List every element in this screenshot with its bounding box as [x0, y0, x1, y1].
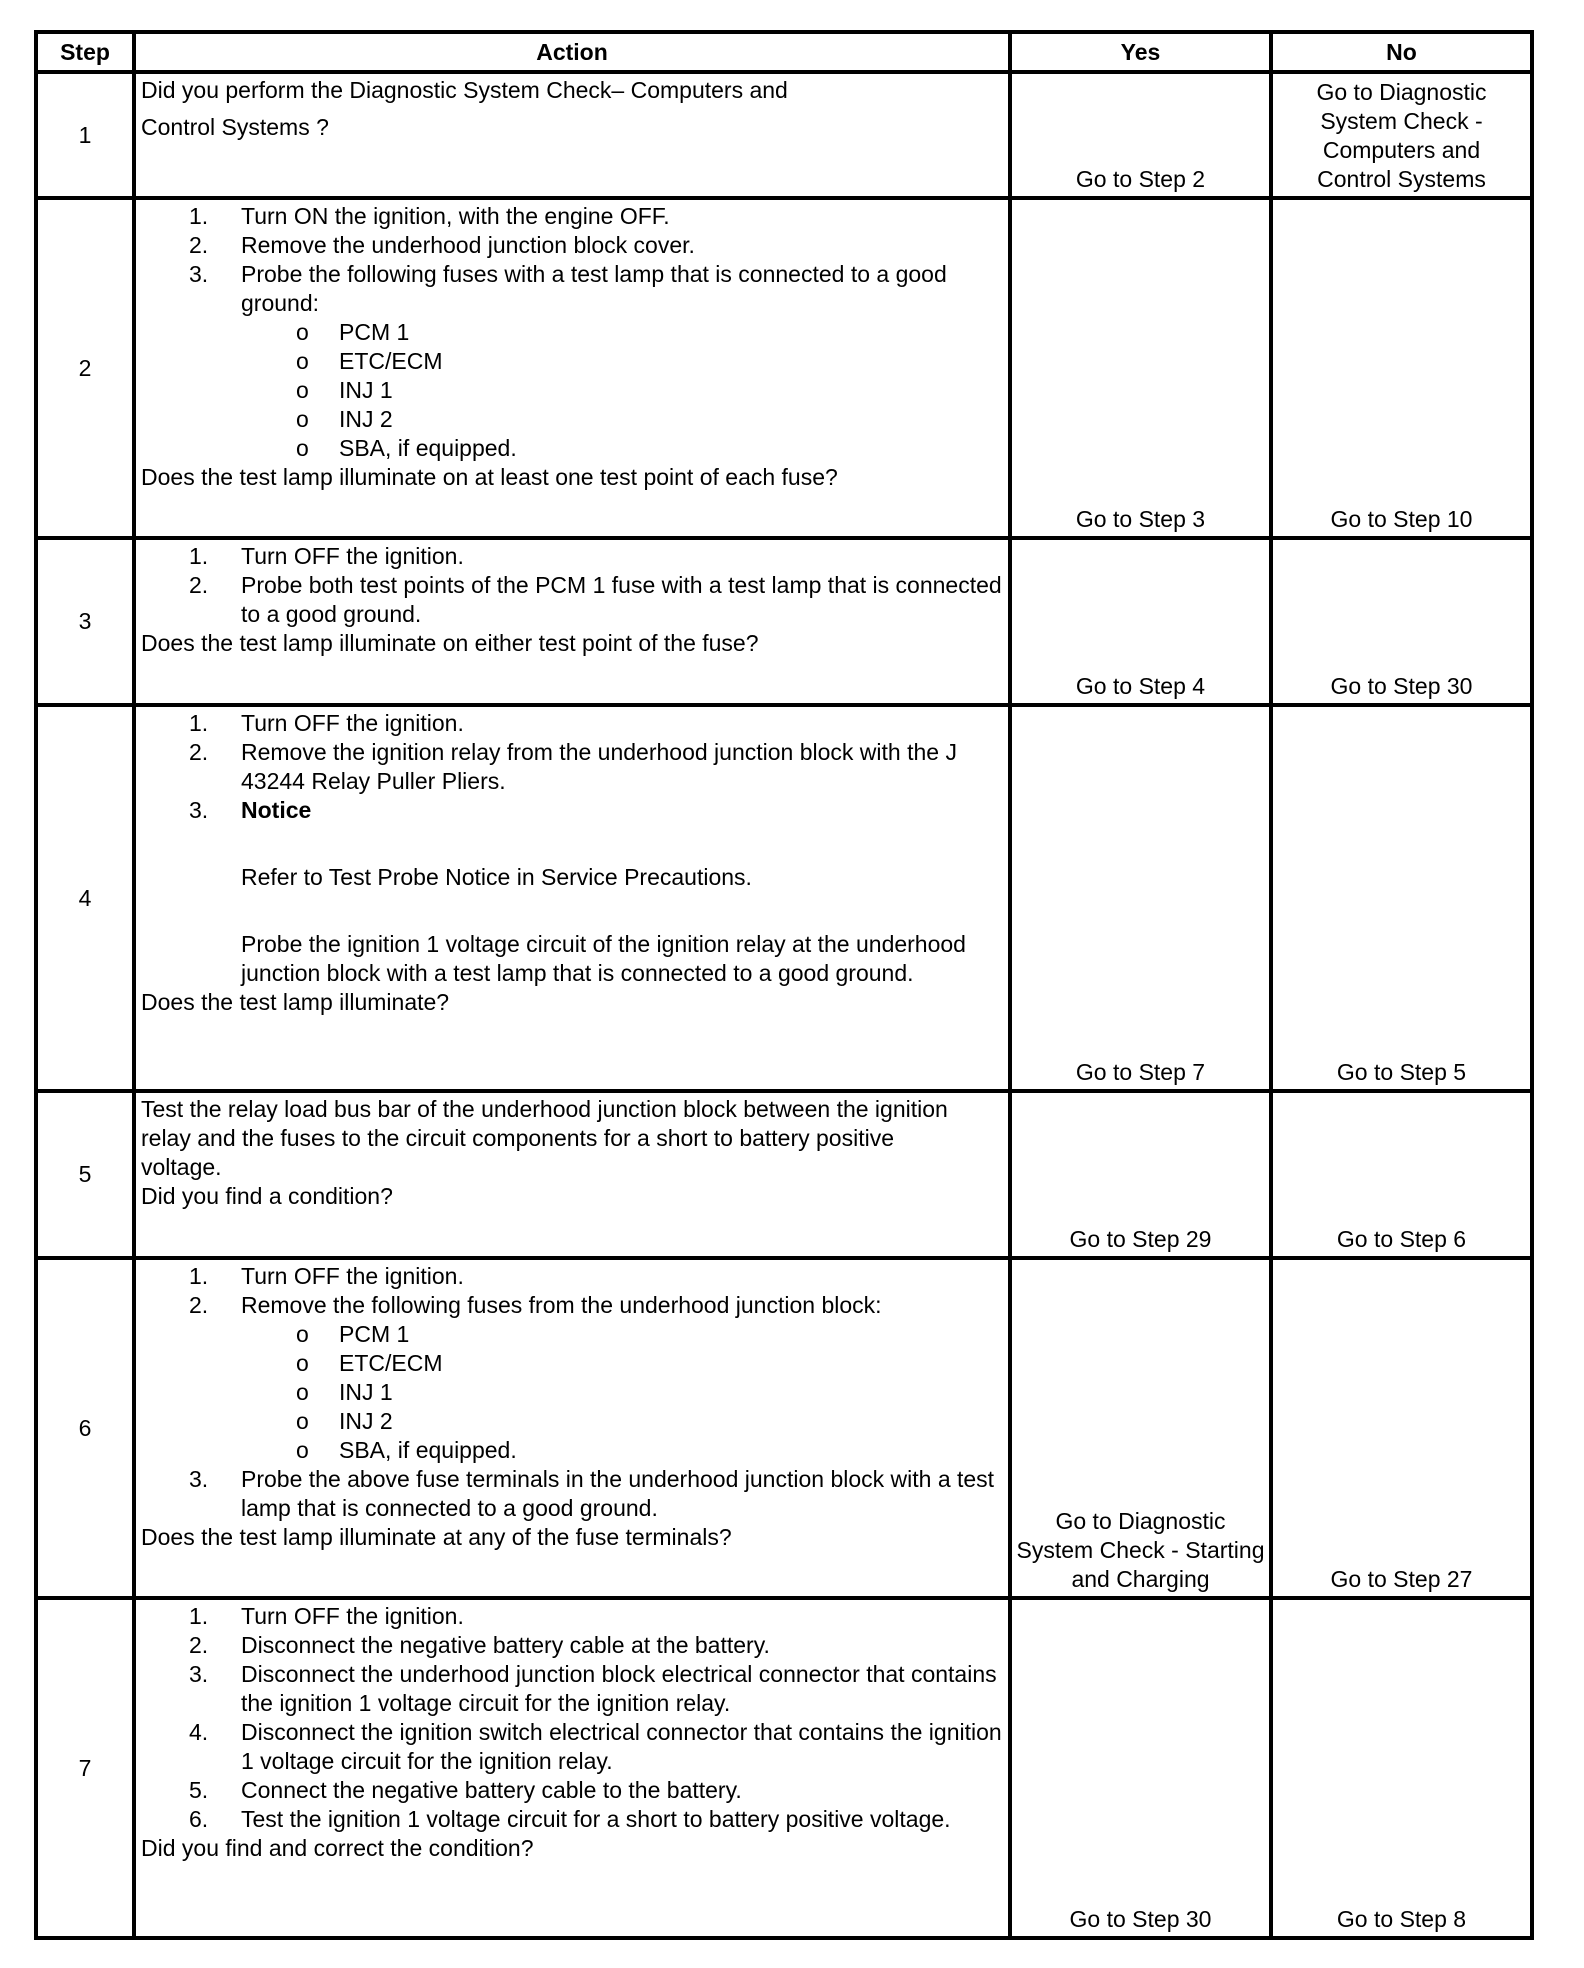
question-text: Does the test lamp illuminate at any of the fuse terminals? — [141, 1524, 732, 1550]
notice-label: Notice — [241, 797, 312, 823]
list-item: 1. Turn OFF the ignition. — [189, 1263, 464, 1289]
no-result: Go to Step 27 — [1271, 1258, 1532, 1598]
step-number: 2 — [36, 198, 134, 538]
list-item: 2. Remove the underhood junction block cover. — [189, 232, 695, 258]
header-yes: Yes — [1010, 32, 1271, 72]
action-steps — [141, 1262, 1002, 1523]
step-number: 6 — [36, 1258, 134, 1598]
fuse-list — [241, 318, 1002, 463]
fuse-item: o INJ 1 — [296, 377, 393, 403]
no-result: Go to Step 6 — [1271, 1091, 1532, 1258]
step-number: 5 — [36, 1091, 134, 1258]
question-text: Does the test lamp illuminate? — [141, 989, 450, 1015]
action-cell — [134, 1258, 1010, 1598]
list-item: 2. Remove the following fuses from the underhood junction block: o PCM 1 o ETC/ECM o INJ 1 o INJ 2 o SBA, if equipped. — [141, 1291, 1002, 1465]
list-item: 1. Turn OFF the ignition. — [189, 1603, 464, 1629]
no-result: Go to Step 5 — [1271, 705, 1532, 1091]
fuse-item: o ETC/ECM — [296, 348, 443, 374]
table-row — [36, 1598, 1532, 1938]
action-steps — [141, 542, 1002, 629]
list-item: 2. Remove the ignition relay from the underhood junction block with the J 43244 Relay Puller Pliers. — [189, 739, 957, 794]
yes-result: Go to Step 4 — [1010, 538, 1271, 705]
yes-result: Go to Step 7 — [1010, 705, 1271, 1091]
fuse-item: o INJ 2 — [296, 406, 393, 432]
list-item: 3. Disconnect the underhood junction block electrical connector that contains the ignition 1 voltage circuit for the ignition relay. — [189, 1661, 997, 1716]
step-number: 7 — [36, 1598, 134, 1938]
list-item: 3. Notice Refer to Test Probe Notice in Service Precautions. Probe the ignition 1 voltage circuit of the ignition relay at the underhood junction block with a test lamp that is connected to a good ground. — [141, 796, 1002, 988]
list-item: 4. Disconnect the ignition switch electrical connector that contains the ignition 1 voltage circuit for the ignition relay. — [189, 1719, 1002, 1774]
yes-result: Go to Diagnostic System Check - Starting and Charging — [1010, 1258, 1271, 1598]
action-steps — [141, 1602, 1002, 1834]
table-row — [36, 1258, 1532, 1598]
no-result: Go to Step 10 — [1271, 198, 1532, 538]
fuse-item: o INJ 1 — [296, 1379, 393, 1405]
probe-text: Probe the ignition 1 voltage circuit of the ignition relay at the underhood junction block with a test lamp that is connected to a good ground. — [241, 931, 966, 986]
table-row — [36, 72, 1532, 198]
action-cell — [134, 1091, 1010, 1258]
header-row — [36, 32, 1532, 72]
yes-result: Go to Step 2 — [1010, 72, 1271, 198]
table-row — [36, 198, 1532, 538]
table-row — [36, 538, 1532, 705]
action-line: Did you perform the Diagnostic System Check– Computers and — [141, 77, 788, 103]
yes-result: Go to Step 3 — [1010, 198, 1271, 538]
list-item: 2. Disconnect the negative battery cable at the battery. — [189, 1632, 770, 1658]
table-row — [36, 1091, 1532, 1258]
list-item: 2. Probe both test points of the PCM 1 fuse with a test lamp that is connected to a good ground. — [189, 572, 1002, 627]
step-number: 4 — [36, 705, 134, 1091]
action-steps — [141, 709, 1002, 988]
list-item: 1. Turn ON the ignition, with the engine OFF. — [189, 203, 670, 229]
fuse-item: o ETC/ECM — [296, 1350, 443, 1376]
question-text: Did you find and correct the condition? — [141, 1835, 534, 1861]
list-item: 1. Turn OFF the ignition. — [189, 710, 464, 736]
list-item: 6. Test the ignition 1 voltage circuit for a short to battery positive voltage. — [189, 1806, 951, 1832]
yes-result: Go to Step 30 — [1010, 1598, 1271, 1938]
fuse-item: o INJ 2 — [296, 1408, 393, 1434]
notice-text: Refer to Test Probe Notice in Service Precautions. — [241, 864, 752, 890]
header-no: No — [1271, 32, 1532, 72]
question-text: Did you find a condition? — [141, 1183, 393, 1209]
step-number: 1 — [36, 72, 134, 198]
action-cell — [134, 72, 1010, 198]
list-item: 5. Connect the negative battery cable to the battery. — [189, 1777, 742, 1803]
no-result: Go to Diagnostic System Check - Computers and Control Systems — [1271, 72, 1532, 198]
action-cell — [134, 538, 1010, 705]
no-result: Go to Step 8 — [1271, 1598, 1532, 1938]
diagnostic-table — [34, 30, 1534, 1940]
fuse-list — [241, 1320, 1002, 1465]
header-step: Step — [36, 32, 134, 72]
list-item: 3. Probe the above fuse terminals in the underhood junction block with a test lamp that is connected to a good ground. — [189, 1466, 995, 1521]
fuse-item: o SBA, if equipped. — [296, 435, 517, 461]
table-row — [36, 705, 1532, 1091]
list-item: 3. Probe the following fuses with a test lamp that is connected to a good ground: o PCM 1 o ETC/ECM o INJ 1 o INJ 2 o SBA, if equipped. — [141, 260, 1002, 463]
action-line: Control Systems ? — [141, 114, 329, 140]
step-number: 3 — [36, 538, 134, 705]
yes-result: Go to Step 29 — [1010, 1091, 1271, 1258]
fuse-item: o PCM 1 — [296, 319, 410, 345]
action-text: Test the relay load bus bar of the underhood junction block between the ignition relay and the fuses to the circuit components for a short to battery positive voltage. — [141, 1096, 948, 1180]
action-cell — [134, 1598, 1010, 1938]
action-steps — [141, 202, 1002, 463]
list-item: 1. Turn OFF the ignition. — [189, 543, 464, 569]
no-result: Go to Step 30 — [1271, 538, 1532, 705]
action-cell — [134, 705, 1010, 1091]
fuse-item: o PCM 1 — [296, 1321, 410, 1347]
header-action: Action — [134, 32, 1010, 72]
question-text: Does the test lamp illuminate on at least one test point of each fuse? — [141, 464, 838, 490]
action-cell — [134, 198, 1010, 538]
fuse-item: o SBA, if equipped. — [296, 1437, 517, 1463]
question-text: Does the test lamp illuminate on either test point of the fuse? — [141, 630, 759, 656]
